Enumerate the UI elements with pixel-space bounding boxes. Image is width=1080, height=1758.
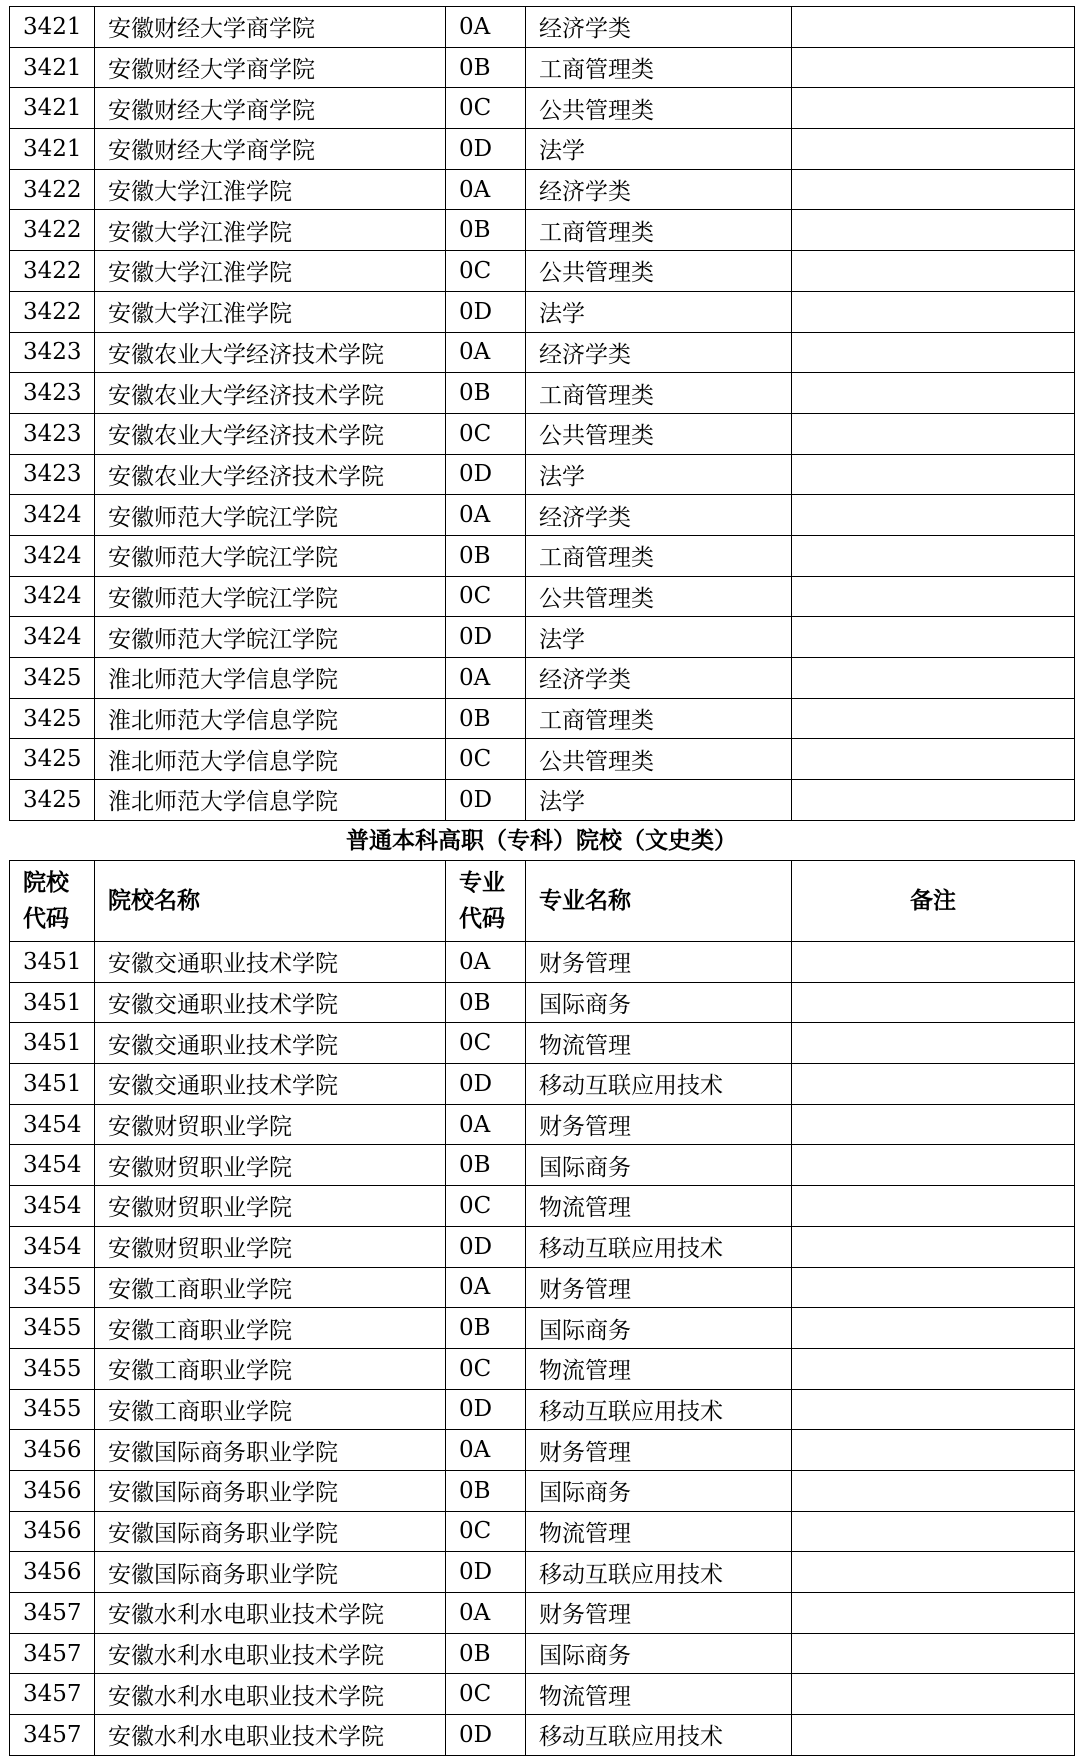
remarks-cell [792,658,1075,699]
remarks-cell [792,1674,1075,1715]
major-name-cell: 公共管理类 [526,251,792,292]
school-code-cell: 3454 [10,1226,95,1267]
major-code-cell: 0A [446,658,526,699]
major-name-cell: 工商管理类 [526,535,792,576]
school-code-cell: 3451 [10,942,95,983]
header-remarks: 备注 [792,861,1075,942]
major-code-cell: 0D [446,1715,526,1756]
major-code-cell: 0B [446,373,526,414]
remarks-cell [792,1633,1075,1674]
table-header [10,861,1075,942]
section-title: 普通本科高职（专科）院校（文史类） [346,827,737,854]
table-row [10,1389,1075,1430]
major-code-cell: 0B [446,1470,526,1511]
remarks-cell [792,47,1075,88]
major-name-cell: 国际商务 [526,1145,792,1186]
table-row [10,535,1075,576]
remarks-cell [792,129,1075,170]
table-row [10,1186,1075,1227]
school-code-cell: 3421 [10,47,95,88]
school-name-cell: 安徽大学江淮学院 [95,210,446,251]
major-name-cell: 移动互联应用技术 [526,1389,792,1430]
remarks-cell [792,698,1075,739]
remarks-cell [792,1470,1075,1511]
major-name-cell: 经济学类 [526,658,792,699]
table-row [10,982,1075,1023]
table-row [10,495,1075,536]
school-name-cell: 安徽财贸职业学院 [95,1104,446,1145]
school-name-cell: 安徽财经大学商学院 [95,88,446,129]
remarks-cell [792,413,1075,454]
table-row [10,1511,1075,1552]
table-row [10,1715,1075,1756]
major-code-cell: 0D [446,617,526,658]
school-code-cell: 3456 [10,1470,95,1511]
school-code-cell: 3457 [10,1633,95,1674]
major-code-cell: 0C [446,1348,526,1389]
school-code-cell: 3424 [10,535,95,576]
major-name-cell: 国际商务 [526,982,792,1023]
major-code-cell: 0C [446,88,526,129]
major-name-cell: 法学 [526,291,792,332]
major-name-cell: 财务管理 [526,1593,792,1634]
school-name-cell: 安徽大学江淮学院 [95,291,446,332]
header-row [10,861,1075,942]
school-name-cell: 淮北师范大学信息学院 [95,780,446,821]
school-name-cell: 安徽农业大学经济技术学院 [95,454,446,495]
school-name-cell: 淮北师范大学信息学院 [95,739,446,780]
school-name-cell: 安徽师范大学皖江学院 [95,576,446,617]
remarks-cell [792,1104,1075,1145]
major-name-cell: 物流管理 [526,1674,792,1715]
major-name-cell: 财务管理 [526,942,792,983]
major-name-cell: 国际商务 [526,1308,792,1349]
school-name-cell: 淮北师范大学信息学院 [95,698,446,739]
school-code-cell: 3421 [10,88,95,129]
remarks-cell [792,942,1075,983]
major-name-cell: 工商管理类 [526,373,792,414]
major-code-cell: 0B [446,210,526,251]
major-code-cell: 0C [446,739,526,780]
school-code-cell: 3425 [10,780,95,821]
table-row [10,454,1075,495]
school-name-cell: 安徽国际商务职业学院 [95,1552,446,1593]
school-code-cell: 3422 [10,169,95,210]
school-name-cell: 安徽财经大学商学院 [95,7,446,48]
remarks-cell [792,1186,1075,1227]
school-code-cell: 3423 [10,454,95,495]
header-school-name: 院校名称 [95,861,446,942]
major-code-cell: 0A [446,332,526,373]
school-code-cell: 3457 [10,1674,95,1715]
remarks-cell [792,1064,1075,1105]
remarks-cell [792,495,1075,536]
school-code-cell: 3457 [10,1593,95,1634]
remarks-cell [792,982,1075,1023]
remarks-cell [792,617,1075,658]
remarks-cell [792,291,1075,332]
major-code-cell: 0D [446,1064,526,1105]
school-name-cell: 安徽水利水电职业技术学院 [95,1715,446,1756]
school-code-cell: 3422 [10,291,95,332]
school-name-cell: 安徽财经大学商学院 [95,47,446,88]
school-code-cell: 3451 [10,1064,95,1105]
major-code-cell: 0B [446,47,526,88]
table-row [10,1674,1075,1715]
school-code-cell: 3424 [10,495,95,536]
school-code-cell: 3455 [10,1308,95,1349]
school-name-cell: 安徽师范大学皖江学院 [95,617,446,658]
table-row [10,129,1075,170]
table-row [10,1226,1075,1267]
table-row [10,1267,1075,1308]
header-major-code-line2: 代码 [459,905,505,932]
school-name-cell: 安徽工商职业学院 [95,1267,446,1308]
school-name-cell: 安徽工商职业学院 [95,1348,446,1389]
major-name-cell: 物流管理 [526,1186,792,1227]
school-name-cell: 安徽工商职业学院 [95,1389,446,1430]
table-row [10,1104,1075,1145]
school-code-cell: 3424 [10,576,95,617]
school-name-cell: 安徽师范大学皖江学院 [95,495,446,536]
header-major-code-line1: 专业 [459,869,505,897]
major-code-cell: 0C [446,576,526,617]
remarks-cell [792,1715,1075,1756]
major-name-cell: 经济学类 [526,495,792,536]
major-code-cell: 0B [446,982,526,1023]
school-name-cell: 安徽财经大学商学院 [95,129,446,170]
school-name-cell: 安徽工商职业学院 [95,1308,446,1349]
major-name-cell: 国际商务 [526,1470,792,1511]
table-row [10,1348,1075,1389]
school-code-cell: 3424 [10,617,95,658]
header-school-code [10,861,95,942]
table-row [10,413,1075,454]
school-code-cell: 3455 [10,1267,95,1308]
table-row [10,576,1075,617]
major-name-cell: 工商管理类 [526,698,792,739]
school-name-cell: 安徽国际商务职业学院 [95,1430,446,1471]
table-row [10,780,1075,821]
remarks-cell [792,454,1075,495]
major-code-cell: 0D [446,454,526,495]
major-code-cell: 0A [446,1267,526,1308]
school-name-cell: 安徽师范大学皖江学院 [95,535,446,576]
major-name-cell: 财务管理 [526,1104,792,1145]
school-code-cell: 3425 [10,698,95,739]
school-code-cell: 3425 [10,658,95,699]
major-name-cell: 移动互联应用技术 [526,1715,792,1756]
major-code-cell: 0B [446,1308,526,1349]
bottom-table [9,860,1075,1756]
major-name-cell: 工商管理类 [526,210,792,251]
remarks-cell [792,1389,1075,1430]
major-code-cell: 0D [446,129,526,170]
school-name-cell: 安徽农业大学经济技术学院 [95,413,446,454]
school-code-cell: 3457 [10,1715,95,1756]
table-row [10,169,1075,210]
school-name-cell: 安徽大学江淮学院 [95,251,446,292]
table-row [10,1470,1075,1511]
major-code-cell: 0A [446,1104,526,1145]
major-name-cell: 移动互联应用技术 [526,1552,792,1593]
major-code-cell: 0A [446,7,526,48]
header-school-code-line1: 院校 [23,869,69,897]
school-code-cell: 3454 [10,1186,95,1227]
school-code-cell: 3456 [10,1552,95,1593]
table-row [10,1633,1075,1674]
header-school-code-line2: 代码 [23,905,69,932]
remarks-cell [792,332,1075,373]
school-name-cell: 安徽交通职业技术学院 [95,1023,446,1064]
school-name-cell: 安徽财贸职业学院 [95,1186,446,1227]
school-code-cell: 3455 [10,1389,95,1430]
major-code-cell: 0C [446,251,526,292]
school-code-cell: 3456 [10,1511,95,1552]
table-row [10,332,1075,373]
major-code-cell: 0B [446,1633,526,1674]
table-row [10,1064,1075,1105]
table-row [10,47,1075,88]
school-name-cell: 安徽农业大学经济技术学院 [95,332,446,373]
remarks-cell [792,1348,1075,1389]
school-name-cell: 淮北师范大学信息学院 [95,658,446,699]
school-code-cell: 3455 [10,1348,95,1389]
school-code-cell: 3422 [10,210,95,251]
major-name-cell: 物流管理 [526,1348,792,1389]
remarks-cell [792,780,1075,821]
major-code-cell: 0C [446,1674,526,1715]
major-name-cell: 工商管理类 [526,47,792,88]
school-code-cell: 3421 [10,7,95,48]
top-table [9,6,1075,821]
major-code-cell: 0A [446,495,526,536]
table-row [10,291,1075,332]
table-row [10,88,1075,129]
major-code-cell: 0D [446,1552,526,1593]
major-code-cell: 0A [446,942,526,983]
major-name-cell: 物流管理 [526,1511,792,1552]
major-code-cell: 0D [446,780,526,821]
school-name-cell: 安徽交通职业技术学院 [95,942,446,983]
major-name-cell: 公共管理类 [526,576,792,617]
table-row [10,1552,1075,1593]
major-code-cell: 0B [446,535,526,576]
table-row [10,1308,1075,1349]
school-name-cell: 安徽国际商务职业学院 [95,1511,446,1552]
major-code-cell: 0D [446,1226,526,1267]
school-name-cell: 安徽财贸职业学院 [95,1226,446,1267]
major-code-cell: 0A [446,1593,526,1634]
major-name-cell: 公共管理类 [526,739,792,780]
remarks-cell [792,1430,1075,1471]
school-name-cell: 安徽水利水电职业技术学院 [95,1633,446,1674]
major-name-cell: 财务管理 [526,1430,792,1471]
major-name-cell: 公共管理类 [526,413,792,454]
remarks-cell [792,1226,1075,1267]
table-row [10,373,1075,414]
remarks-cell [792,169,1075,210]
top-table-body [10,7,1075,821]
school-name-cell: 安徽水利水电职业技术学院 [95,1674,446,1715]
school-code-cell: 3454 [10,1104,95,1145]
table-row [10,7,1075,48]
major-name-cell: 移动互联应用技术 [526,1226,792,1267]
remarks-cell [792,251,1075,292]
major-name-cell: 公共管理类 [526,88,792,129]
table-row [10,1593,1075,1634]
school-code-cell: 3456 [10,1430,95,1471]
major-name-cell: 法学 [526,129,792,170]
school-code-cell: 3423 [10,373,95,414]
bottom-table-body [10,942,1075,1756]
major-name-cell: 经济学类 [526,169,792,210]
school-code-cell: 3425 [10,739,95,780]
table-row [10,1023,1075,1064]
table-row [10,210,1075,251]
school-name-cell: 安徽财贸职业学院 [95,1145,446,1186]
major-name-cell: 法学 [526,454,792,495]
remarks-cell [792,1267,1075,1308]
table-row [10,942,1075,983]
remarks-cell [792,1308,1075,1349]
remarks-cell [792,576,1075,617]
table-row [10,739,1075,780]
major-name-cell: 经济学类 [526,7,792,48]
remarks-cell [792,535,1075,576]
school-name-cell: 安徽交通职业技术学院 [95,1064,446,1105]
major-code-cell: 0C [446,413,526,454]
school-name-cell: 安徽水利水电职业技术学院 [95,1593,446,1634]
major-code-cell: 0A [446,169,526,210]
header-major-name: 专业名称 [526,861,792,942]
school-code-cell: 3454 [10,1145,95,1186]
major-code-cell: 0B [446,698,526,739]
major-code-cell: 0B [446,1145,526,1186]
major-name-cell: 法学 [526,780,792,821]
major-code-cell: 0C [446,1023,526,1064]
table-row [10,1430,1075,1471]
major-code-cell: 0D [446,1389,526,1430]
school-code-cell: 3423 [10,413,95,454]
school-name-cell: 安徽国际商务职业学院 [95,1470,446,1511]
remarks-cell [792,1511,1075,1552]
remarks-cell [792,210,1075,251]
major-code-cell: 0D [446,291,526,332]
major-name-cell: 物流管理 [526,1023,792,1064]
school-name-cell: 安徽农业大学经济技术学院 [95,373,446,414]
major-code-cell: 0A [446,1430,526,1471]
school-code-cell: 3422 [10,251,95,292]
school-code-cell: 3451 [10,1023,95,1064]
table-row [10,698,1075,739]
remarks-cell [792,373,1075,414]
remarks-cell [792,7,1075,48]
table-row [10,658,1075,699]
major-code-cell: 0C [446,1511,526,1552]
table-row [10,1145,1075,1186]
school-code-cell: 3451 [10,982,95,1023]
remarks-cell [792,1023,1075,1064]
remarks-cell [792,1552,1075,1593]
major-name-cell: 国际商务 [526,1633,792,1674]
school-name-cell: 安徽交通职业技术学院 [95,982,446,1023]
remarks-cell [792,88,1075,129]
table-row [10,251,1075,292]
remarks-cell [792,1593,1075,1634]
major-name-cell: 经济学类 [526,332,792,373]
major-name-cell: 移动互联应用技术 [526,1064,792,1105]
school-code-cell: 3423 [10,332,95,373]
remarks-cell [792,1145,1075,1186]
major-code-cell: 0C [446,1186,526,1227]
remarks-cell [792,739,1075,780]
table-row [10,617,1075,658]
major-name-cell: 法学 [526,617,792,658]
header-major-code [446,861,526,942]
school-code-cell: 3421 [10,129,95,170]
school-name-cell: 安徽大学江淮学院 [95,169,446,210]
major-name-cell: 财务管理 [526,1267,792,1308]
